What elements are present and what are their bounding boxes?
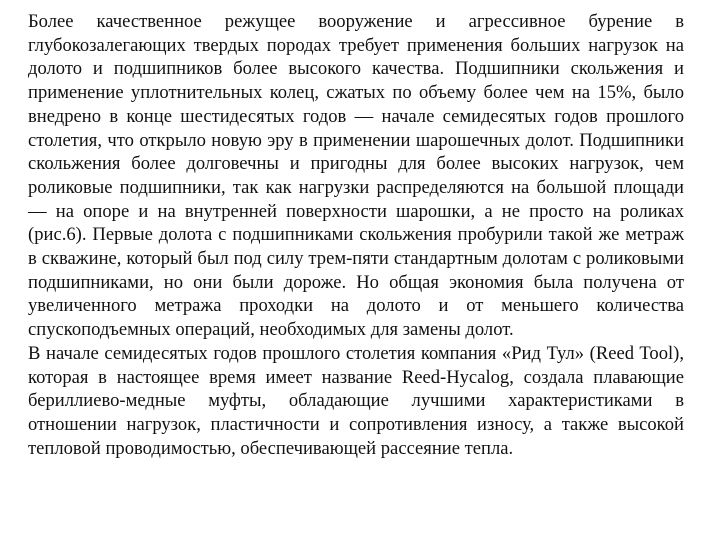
paragraph-reed-tool: В начале семидесятых годов прошлого столетия компания «Рид Тул» (Reed Tool), которая в настоящее время имеет название Reed-Hycalog, создала плавающие бериллиево-медные муфты, обладающие лучшими характеристиками в отношении нагрузок, пластичности и сопротивления износу, а также высокой тепловой проводимостью, обеспечивающей рассеяние тепла. <box>28 342 684 459</box>
document-page <box>28 10 684 460</box>
paragraph-bearings-intro: Более качественное режущее вооружение и агрессивное бурение в глубокозалегающих твердых породах требует применения больших нагрузок на долото и подшипников более высокого качества. Подшипники скольжения и применение уплотнительных колец, сжатых по объему более чем на 15%, было внедрено в конце шестидесятых годов — начале семидесятых годов прошлого столетия, что открыло новую эру в применении шарошечных долот. Подшипники скольжения более долговечны и пригодны для более высоких нагрузок, чем роликовые подшипники, так как нагрузки распределяются на большой площади — на опоре и на внутренней поверхности шарошки, а не просто на роликах (рис.6). Первые долота с подшипниками скольжения пробурили такой же метраж в скважине, который был под силу трем-пяти стандартным долотам с роликовыми подшипниками, но они были дороже. Но общая экономия была получена от увеличенного метража проходки на долото и от меньшего количества спускоподъемных операций, необходимых для замены долот. <box>28 11 684 341</box>
